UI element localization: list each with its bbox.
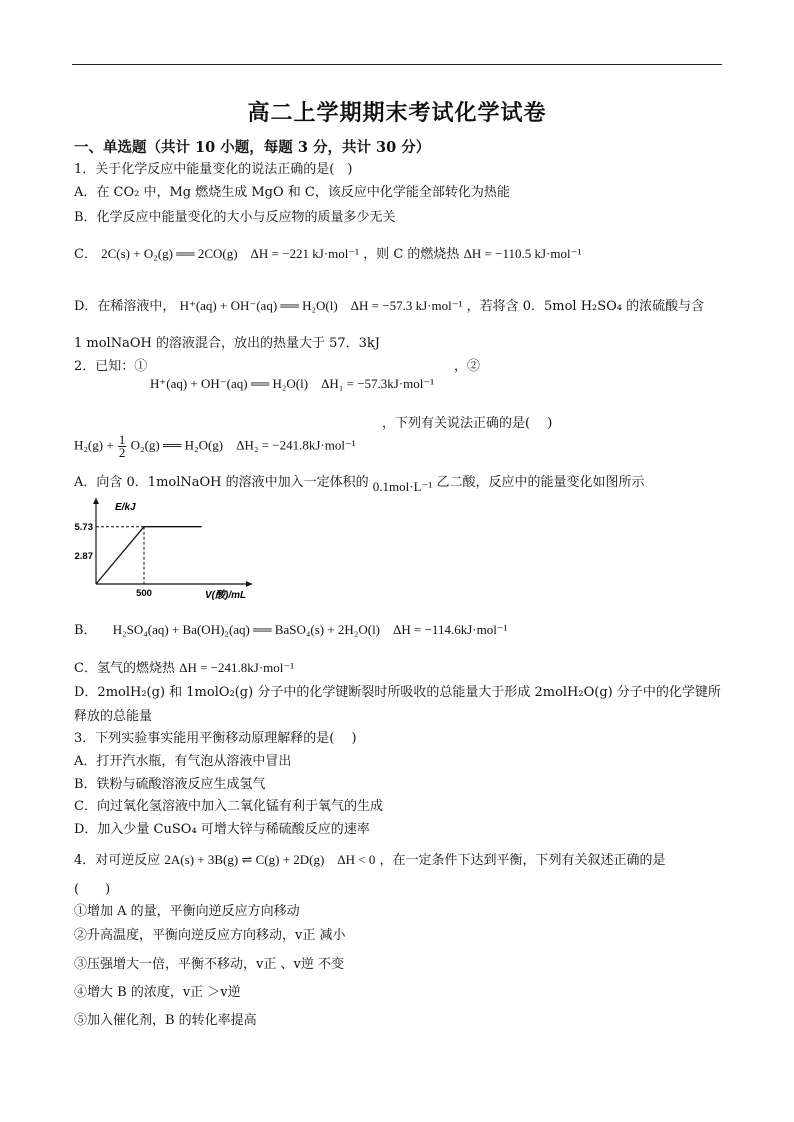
q2-b-label: B．	[74, 623, 97, 638]
energy-series-line	[96, 527, 202, 584]
q1-c-tail: ，则 C 的燃烧热	[363, 247, 460, 262]
q2-stem-a: 2．已知：①	[74, 359, 148, 374]
y-axis-arrow	[93, 498, 99, 504]
x-tick-label: 500	[136, 588, 152, 599]
chart-marks	[96, 527, 202, 584]
q2-eq2-post: O₂(g) ══ H₂O(g) ΔH₂ = −241.8kJ·mol⁻¹	[130, 437, 356, 453]
section-heading: 一、单选题（共计 10 小题，每题 3 分，共计 30 分）	[74, 139, 431, 156]
q2-option-d-cont: 释放的总能量	[74, 709, 153, 724]
q2-option-a	[74, 474, 645, 494]
q1-option-d-cont: 1 molNaOH 的溶液混合，放出的热量大于 57．3kJ	[74, 336, 381, 351]
q2-a-pre: A．向含 0．1molNaOH 的溶液中加入一定体积的	[74, 475, 369, 490]
q1-c-label: C．	[74, 247, 97, 262]
q1-c-equation: 2C(s) + O₂(g) ══ 2CO(g) ΔH = −221 kJ·mol⁻¹	[101, 246, 360, 261]
chart-x-label: V(酸)/mL	[205, 590, 247, 601]
q4-stem-post: ，在一定条件下达到平衡，下列有关叙述正确的是	[379, 853, 666, 868]
q1-d-label: D．在稀溶液中，	[74, 299, 176, 314]
header-rule	[72, 64, 722, 65]
q4-equation: 2A(s) + 3B(g) ⇌ C(g) + 2D(g) ΔH < 0	[164, 852, 376, 867]
q2-stem-b: ，②	[454, 359, 481, 374]
q2-equation-2	[74, 434, 356, 459]
q1-option-d	[74, 298, 704, 315]
chart-axes	[75, 498, 253, 599]
q1-stem: 1．关于化学反应中能量变化的说法正确的是( )	[74, 162, 353, 177]
y-tick-label: 5.73	[74, 522, 93, 534]
page-title: 高二上学期期末考试化学试卷	[247, 100, 547, 126]
q2-c-equation: ΔH = −241.8kJ·mol⁻¹	[179, 660, 295, 675]
energy-chart	[70, 496, 270, 608]
q2-b-equation: H₂SO₄(aq) + Ba(OH)₂(aq) ══ BaSO₄(s) + 2H₂O(l) ΔH = −114.6kJ·mol⁻¹	[112, 622, 508, 637]
q4-statement-4: ④增大 B 的浓度，v正 ＞v逆	[74, 985, 241, 1000]
q1-c-equation2: ΔH = −110.5 kJ·mol⁻¹	[463, 246, 582, 261]
q4-statement-3: ③压强增大一倍，平衡不移动，v正 、v逆 不变	[74, 957, 344, 972]
q1-d-tail: ，若将含 0．5mol H₂SO₄ 的浓硫酸与含	[466, 299, 705, 314]
q2-c-pre: C．氢气的燃烧热	[74, 661, 175, 676]
q3-option-c: C．向过氧化氢溶液中加入二氧化锰有利于氧气的生成	[74, 799, 383, 814]
q2-option-b	[74, 622, 508, 639]
q2-option-c	[74, 660, 294, 677]
q3-stem: 3．下列实验事实能用平衡移动原理解释的是( )	[74, 731, 357, 746]
q4-stem-pre: 4．对可逆反应	[74, 853, 161, 868]
q4-statement-2: ②升高温度，平衡向逆反应方向移动，v正 减小	[74, 928, 346, 943]
q2-eq2-frac-den: 2	[118, 445, 126, 460]
q1-d-equation: H⁺(aq) + OH⁻(aq) ══ H₂O(l) ΔH = −57.3 kJ·mol⁻¹	[179, 298, 463, 313]
x-axis-arrow	[246, 581, 252, 587]
q2-option-d: D．2molH₂(g) 和 1molO₂(g) 分子中的化学键断裂时所吸收的总能量大于形成 2molH₂O(g) 分子中的化学键所	[74, 685, 721, 700]
q1-option-c	[74, 246, 581, 263]
q2-a-post: 乙二酸，反应中的能量变化如图所示	[436, 475, 645, 490]
q2-eq2-pre: H₂(g) +	[74, 437, 114, 453]
q3-option-d: D．加入少量 CuSO₄ 可增大锌与稀硫酸反应的速率	[74, 822, 370, 837]
q2-eq2-fraction	[118, 434, 127, 459]
q4-stem	[74, 852, 666, 869]
q4-statement-1: ①增加 A 的量，平衡向逆反应方向移动	[74, 904, 300, 919]
q2-equation-1: H⁺(aq) + OH⁻(aq) ══ H₂O(l) ΔH₁ = −57.3kJ·mol⁻¹	[150, 376, 435, 391]
q4-statement-5: ⑤加入催化剂，B 的转化率提高	[74, 1013, 257, 1028]
q4-stem-cont: ( )	[74, 882, 111, 897]
y-tick-label: 2.87	[74, 550, 93, 562]
q1-option-a: A．在 CO₂ 中，Mg 燃烧生成 MgO 和 C，该反应中化学能全部转化为热能	[74, 185, 510, 200]
q2-eq2-frac-num: 1	[118, 432, 126, 447]
q3-option-a: A．打开汽水瓶，有气泡从溶液中冒出	[74, 754, 292, 769]
q2-a-conc: 0.1mol·L⁻¹	[372, 479, 433, 494]
q1-option-b: B．化学反应中能量变化的大小与反应物的质量多少无关	[74, 210, 396, 225]
chart-y-label: E/kJ	[115, 502, 136, 513]
q2-stem-c: ，下列有关说法正确的是( )	[382, 416, 553, 431]
q3-option-b: B．铁粉与硫酸溶液反应生成氢气	[74, 777, 266, 792]
